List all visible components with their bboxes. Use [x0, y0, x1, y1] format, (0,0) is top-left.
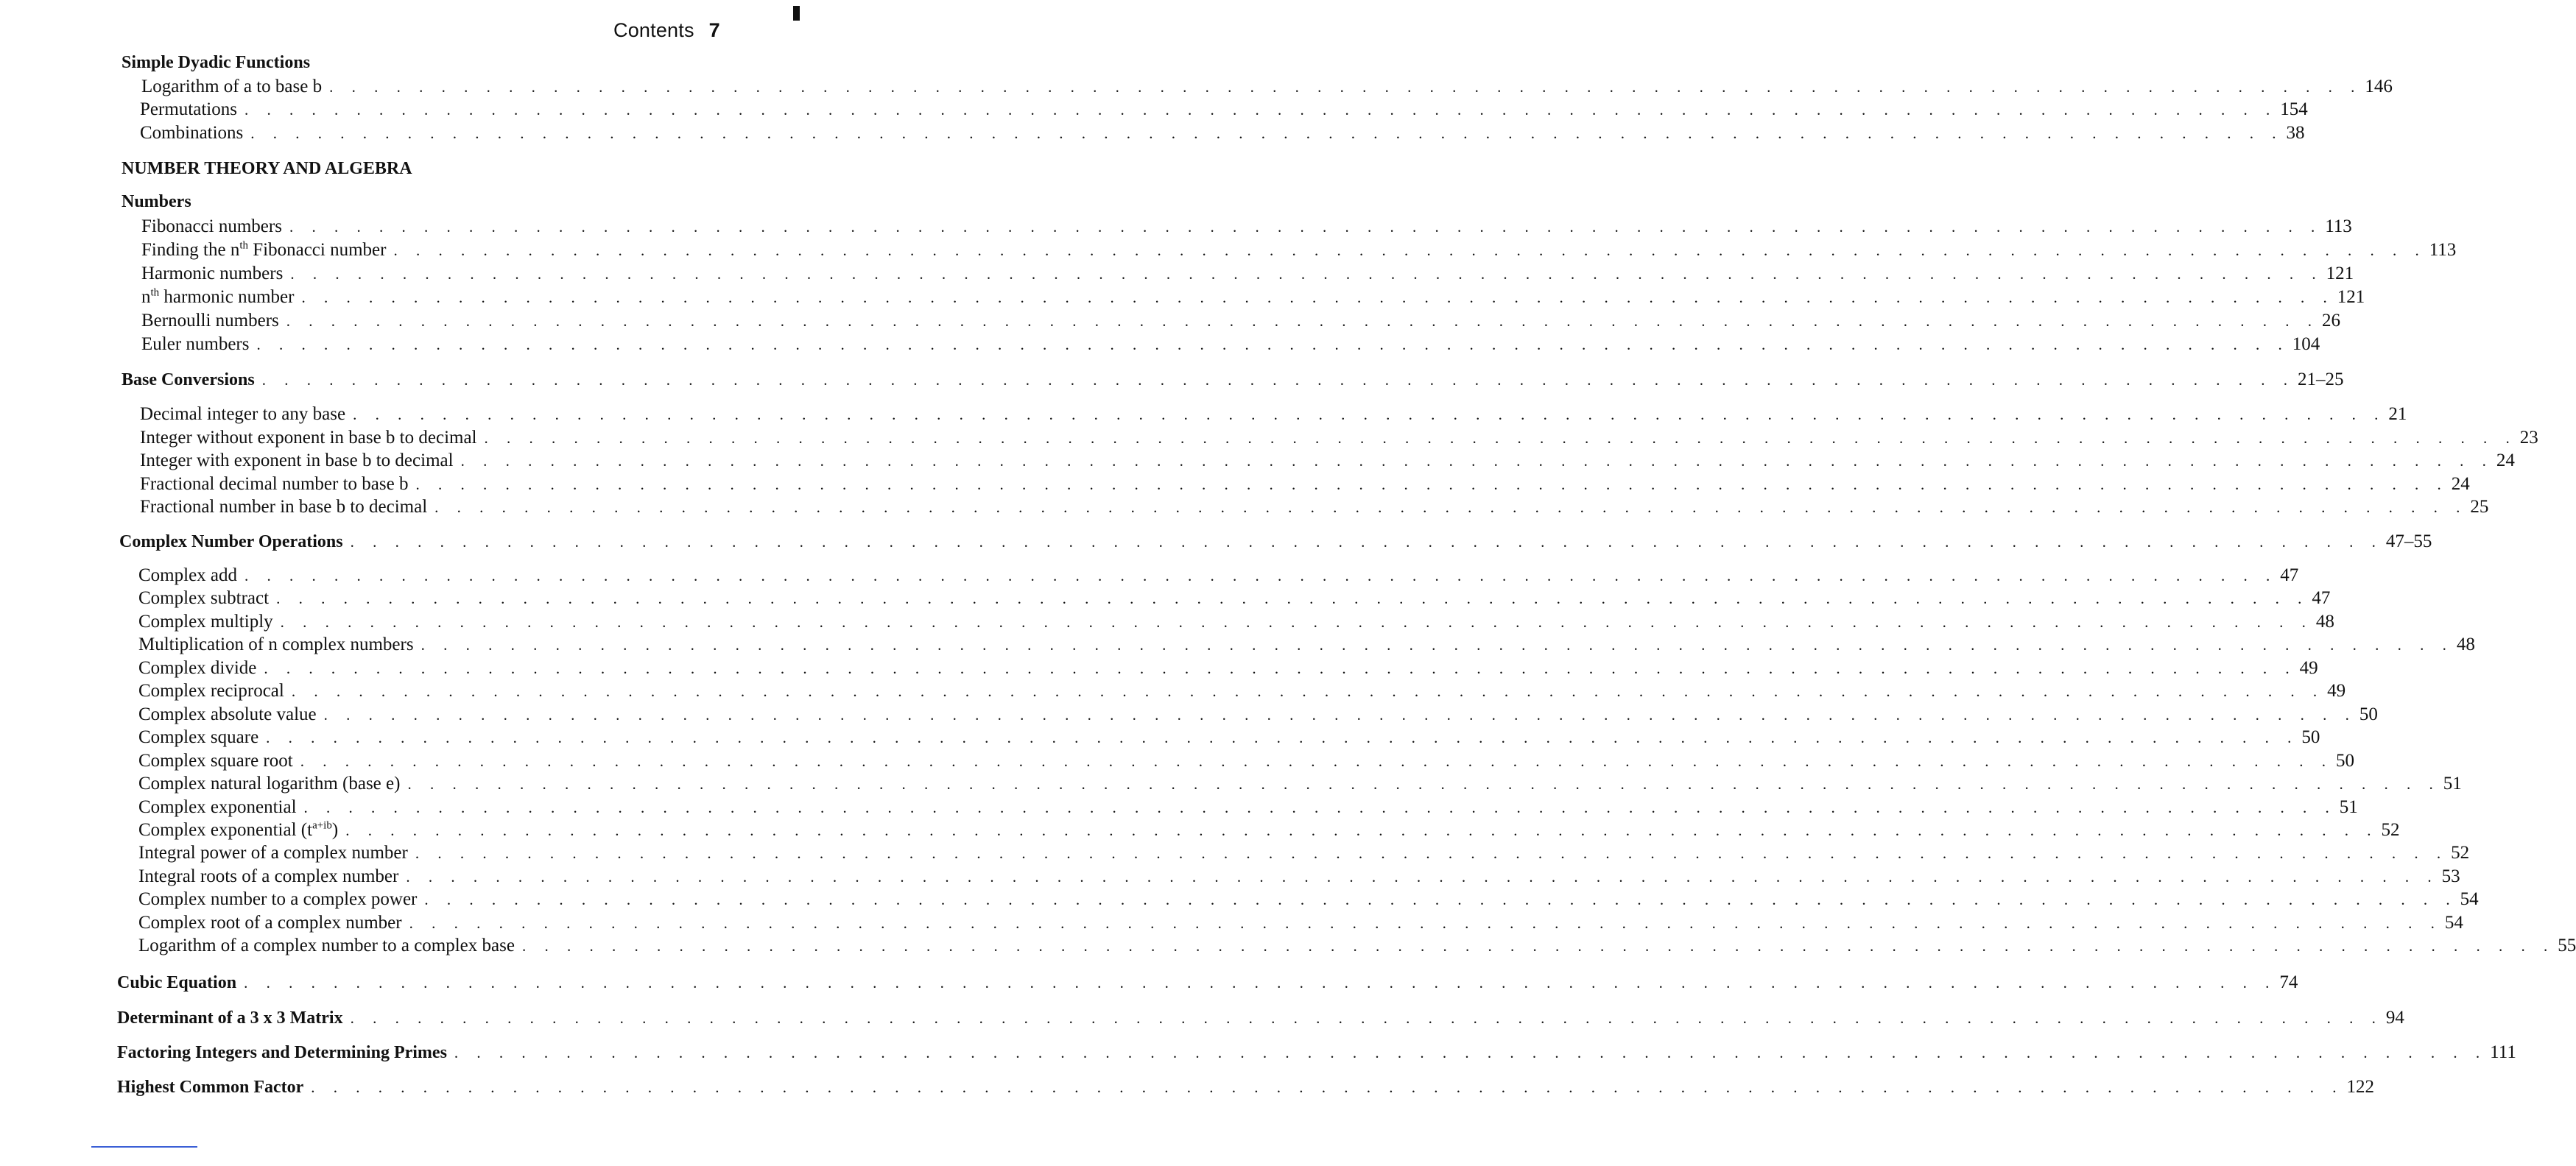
toc-entry[interactable]: [141, 77, 2393, 97]
dot-leader: . . . . . . . . . . . . . . . . . . . . . . . . . . . . . . . . . . . . . . . . . . . . . . . . . . . . . . . . . . . . . . . . . . . . . . . . . . . . . . . . . . . . . . . . . . .: [244, 101, 2278, 119]
toc-section-label: Factoring Integers and Determining Primes: [117, 1043, 447, 1062]
toc-entry-page: 51: [2339, 797, 2358, 817]
dot-leader: . . . . . . . . . . . . . . . . . . . . . . . . . . . . . . . . . . . . . . . . . . . . . . . . . . . . . . . . . . . . . . . . . . . . . . . . . . . . . . . . . . . . . . . . . . .: [484, 429, 2517, 447]
toc-entry[interactable]: [138, 843, 2470, 863]
dot-leader: . . . . . . . . . . . . . . . . . . . . . . . . . . . . . . . . . . . . . . . . . . . . . . . . . . . . . . . . . . . . . . . . . . . . . . . . . . . . . . . . . . . . . . . . . . .: [244, 974, 2277, 992]
toc-entry[interactable]: [141, 311, 2341, 331]
toc-section-page: 111: [2490, 1042, 2516, 1062]
toc-entry-page: 49: [2327, 681, 2346, 701]
toc-entry-label: [141, 240, 393, 261]
dot-leader: . . . . . . . . . . . . . . . . . . . . . . . . . . . . . . . . . . . . . . . . . . . . . . . . . . . . . . . . . . . . . . . . . . . . . . . . . . . . . . . . . . . . . . . . . . .: [521, 937, 2555, 955]
toc-entry[interactable]: [138, 635, 2475, 655]
toc-entry-page: 24: [2496, 451, 2515, 470]
toc-entry[interactable]: [138, 612, 2334, 632]
toc-entry-label: Bernoulli numbers: [141, 311, 279, 331]
toc-entry[interactable]: [138, 565, 2299, 586]
part-heading: NUMBER THEORY AND ALGEBRA: [122, 159, 412, 178]
toc-entry[interactable]: [138, 751, 2354, 771]
toc-entry-page: 38: [2286, 123, 2305, 143]
dot-leader: . . . . . . . . . . . . . . . . . . . . . . . . . . . . . . . . . . . . . . . . . . . . . . . . . . . . . . . . . . . . . . . . . . . . . . . . . . . . . . . . . . . . . . . . . . .: [323, 706, 2357, 724]
toc-entry-label: Fibonacci numbers: [141, 216, 282, 236]
dot-leader: . . . . . . . . . . . . . . . . . . . . . . . . . . . . . . . . . . . . . . . . . . . . . . . . . . . . . . . . . . . . . . . . . . . . . . . . . . . . . . . . . . . . . . . . . . .: [454, 1044, 2488, 1061]
toc-entry-page: 113: [2325, 216, 2352, 236]
toc-entry-page: 49: [2299, 658, 2318, 678]
toc-entry[interactable]: [140, 451, 2515, 471]
dot-leader: . . . . . . . . . . . . . . . . . . . . . . . . . . . . . . . . . . . . . . . . . . . . . . . . . . . . . . . . . . . . . . . . . . . . . . . . . . . . . . . . . . . . . . . . . . .: [350, 1009, 2383, 1027]
toc-section-page: 74: [2279, 972, 2298, 992]
superscript: th: [239, 239, 249, 252]
toc-section-label: Cubic Equation: [117, 973, 237, 992]
toc-entry-page: 121: [2337, 287, 2365, 307]
toc-entry[interactable]: [138, 797, 2358, 818]
toc-entry-page: 146: [2365, 77, 2393, 96]
toc-entry-label: Complex square: [138, 727, 259, 747]
dot-leader: . . . . . . . . . . . . . . . . . . . . . . . . . . . . . . . . . . . . . . . . . . . . . . . . . . . . . . . . . . . . . . . . . . . . . . . . . . . . . . . . . . . . . . . . . . .: [250, 124, 2284, 142]
toc-section-page-range: 47–55: [2385, 531, 2432, 551]
superscript: th: [150, 286, 160, 299]
toc-section-determinant[interactable]: [117, 1008, 2404, 1028]
toc-entry-label: Integer without exponent in base b to decimal: [140, 428, 477, 448]
toc-entry[interactable]: [138, 819, 2400, 841]
dot-leader: . . . . . . . . . . . . . . . . . . . . . . . . . . . . . . . . . . . . . . . . . . . . . . . . . . . . . . . . . . . . . . . . . . . . . . . . . . . . . . . . . . . . . . . . . . .: [289, 218, 2323, 236]
toc-entry[interactable]: [141, 286, 2365, 308]
toc-section-label: Determinant of a 3 x 3 Matrix: [117, 1008, 343, 1028]
dot-leader: . . . . . . . . . . . . . . . . . . . . . . . . . . . . . . . . . . . . . . . . . . . . . . . . . . . . . . . . . . . . . . . . . . . . . . . . . . . . . . . . . . . . . . . . . . .: [264, 660, 2297, 677]
toc-entry-label-post: Fibonacci number: [248, 240, 387, 260]
toc-entry-label: Complex multiply: [138, 612, 273, 632]
toc-entry-page: 21: [2388, 404, 2407, 424]
toc-section-hcf[interactable]: [117, 1077, 2375, 1098]
toc-entry-label-pre: Finding the n: [141, 240, 240, 260]
toc-entry-label-pre: Complex exponential (t: [138, 820, 313, 840]
toc-entry-label: [138, 820, 345, 841]
toc-entry-page: 121: [2326, 264, 2354, 283]
toc-entry-label: Fractional decimal number to base b: [140, 474, 409, 494]
toc-entry[interactable]: [140, 497, 2489, 517]
toc-entry-label: Integer with exponent in base b to decimal: [140, 451, 454, 470]
toc-entry-label: Complex divide: [138, 658, 257, 678]
toc-entry-page: 50: [2359, 704, 2378, 724]
toc-entry-label: Integral roots of a complex number: [138, 866, 399, 886]
toc-entry-label: Complex add: [138, 565, 238, 585]
toc-entry[interactable]: [141, 334, 2320, 355]
dot-leader: . . . . . . . . . . . . . . . . . . . . . . . . . . . . . . . . . . . . . . . . . . . . . . . . . . . . . . . . . . . . . . . . . . . . . . . . . . . . . . . . . . . . . . . . . . .: [266, 729, 2299, 746]
toc-entry-page: 50: [2335, 751, 2354, 771]
dot-leader: . . . . . . . . . . . . . . . . . . . . . . . . . . . . . . . . . . . . . . . . . . . . . . . . . . . . . . . . . . . . . . . . . . . . . . . . . . . . . . . . . . . . . . . . . . .: [329, 78, 2362, 96]
toc-entry-label: Fractional number in base b to decimal: [140, 497, 428, 517]
toc-entry-label: Complex exponential: [138, 797, 297, 817]
toc-entry-page: 50: [2301, 727, 2320, 747]
toc-section-page-range: 21–25: [2297, 370, 2344, 389]
superscript: a+ib: [312, 819, 332, 832]
running-header-title: Contents: [613, 19, 694, 41]
footer-rule: [91, 1146, 197, 1148]
dot-leader: . . . . . . . . . . . . . . . . . . . . . . . . . . . . . . . . . . . . . . . . . . . . . . . . . . . . . . . . . . . . . . . . . . . . . . . . . . . . . . . . . . . . . . . . . . .: [415, 476, 2449, 493]
toc-entry-label-post: ): [331, 820, 339, 840]
dot-leader: . . . . . . . . . . . . . . . . . . . . . . . . . . . . . . . . . . . . . . . . . . . . . . . . . . . . . . . . . . . . . . . . . . . . . . . . . . . . . . . . . . . . . . . . . . .: [434, 498, 2468, 516]
toc-section-label: Complex Number Operations: [119, 532, 343, 551]
dot-leader: . . . . . . . . . . . . . . . . . . . . . . . . . . . . . . . . . . . . . . . . . . . . . . . . . . . . . . . . . . . . . . . . . . . . . . . . . . . . . . . . . . . . . . . . . . .: [286, 312, 2320, 330]
toc-entry[interactable]: [138, 588, 2331, 609]
toc-entry[interactable]: [141, 216, 2352, 237]
toc-section-base-conversions[interactable]: [122, 370, 2344, 390]
dot-leader: . . . . . . . . . . . . . . . . . . . . . . . . . . . . . . . . . . . . . . . . . . . . . . . . . . . . . . . . . . . . . . . . . . . . . . . . . . . . . . . . . . . . . . . . . . .: [345, 822, 2379, 839]
toc-entry-label: Decimal integer to any base: [140, 404, 346, 424]
toc-entry-page: 25: [2470, 497, 2489, 517]
toc-section-label: Highest Common Factor: [117, 1078, 304, 1097]
toc-entry-label: Complex reciprocal: [138, 681, 284, 701]
toc-entry-page: 154: [2280, 99, 2308, 119]
toc-entry-label: Logarithm of a complex number to a complex base: [138, 936, 515, 955]
dot-leader: . . . . . . . . . . . . . . . . . . . . . . . . . . . . . . . . . . . . . . . . . . . . . . . . . . . . . . . . . . . . . . . . . . . . . . . . . . . . . . . . . . . . . . . . . . .: [276, 590, 2309, 607]
page-corner-mark: [793, 6, 800, 21]
toc-entry-label: Multiplication of n complex numbers: [138, 635, 414, 654]
dot-leader: . . . . . . . . . . . . . . . . . . . . . . . . . . . . . . . . . . . . . . . . . . . . . . . . . . . . . . . . . . . . . . . . . . . . . . . . . . . . . . . . . . . . . . . . . . .: [261, 371, 2295, 389]
toc-entry[interactable]: [140, 404, 2407, 425]
dot-leader: . . . . . . . . . . . . . . . . . . . . . . . . . . . . . . . . . . . . . . . . . . . . . . . . . . . . . . . . . . . . . . . . . . . . . . . . . . . . . . . . . . . . . . . . . . .: [353, 406, 2386, 423]
toc-section-factoring[interactable]: [117, 1042, 2516, 1063]
toc-entry-page: 53: [2441, 866, 2460, 886]
toc-entry[interactable]: [140, 428, 2538, 448]
toc-entry-page: 55: [2558, 936, 2576, 955]
toc-entry-label: Permutations: [140, 99, 237, 119]
toc-entry-label: Logarithm of a to base b: [141, 77, 323, 96]
toc-entry-page: 26: [2322, 311, 2341, 331]
toc-entry-page: 51: [2443, 774, 2462, 794]
toc-entry[interactable]: [141, 264, 2354, 284]
toc-entry[interactable]: [138, 774, 2462, 794]
toc-section-label: Base Conversions: [122, 370, 255, 389]
dot-leader: . . . . . . . . . . . . . . . . . . . . . . . . . . . . . . . . . . . . . . . . . . . . . . . . . . . . . . . . . . . . . . . . . . . . . . . . . . . . . . . . . . . . . . . . . . .: [350, 533, 2383, 551]
toc-entry-label: Complex square root: [138, 751, 293, 771]
toc-entry-label: Complex absolute value: [138, 704, 317, 724]
dot-leader: . . . . . . . . . . . . . . . . . . . . . . . . . . . . . . . . . . . . . . . . . . . . . . . . . . . . . . . . . . . . . . . . . . . . . . . . . . . . . . . . . . . . . . . . . . .: [460, 452, 2494, 470]
running-header-page-number: 7: [708, 19, 720, 41]
toc-entry[interactable]: [138, 681, 2346, 702]
toc-entry-label: Complex subtract: [138, 588, 270, 608]
dot-leader: . . . . . . . . . . . . . . . . . . . . . . . . . . . . . . . . . . . . . . . . . . . . . . . . . . . . . . . . . . . . . . . . . . . . . . . . . . . . . . . . . . . . . . . . . . .: [303, 799, 2337, 816]
dot-leader: . . . . . . . . . . . . . . . . . . . . . . . . . . . . . . . . . . . . . . . . . . . . . . . . . . . . . . . . . . . . . . . . . . . . . . . . . . . . . . . . . . . . . . . . . . .: [424, 891, 2457, 908]
dot-leader: . . . . . . . . . . . . . . . . . . . . . . . . . . . . . . . . . . . . . . . . . . . . . . . . . . . . . . . . . . . . . . . . . . . . . . . . . . . . . . . . . . . . . . . . . . .: [290, 265, 2323, 283]
toc-entry-page: 47: [2312, 588, 2331, 608]
toc-section-page: 122: [2346, 1077, 2375, 1097]
toc-entry[interactable]: [140, 99, 2308, 120]
dot-leader: . . . . . . . . . . . . . . . . . . . . . . . . . . . . . . . . . . . . . . . . . . . . . . . . . . . . . . . . . . . . . . . . . . . . . . . . . . . . . . . . . . . . . . . . . . .: [256, 336, 2290, 353]
toc-entry[interactable]: [138, 704, 2378, 725]
dot-leader: . . . . . . . . . . . . . . . . . . . . . . . . . . . . . . . . . . . . . . . . . . . . . . . . . . . . . . . . . . . . . . . . . . . . . . . . . . . . . . . . . . . . . . . . . . .: [407, 775, 2440, 793]
toc-entry-label: Euler numbers: [141, 334, 250, 354]
toc-entry-label: Complex number to a complex power: [138, 889, 418, 909]
toc-entry-label: Harmonic numbers: [141, 264, 284, 283]
toc-entry[interactable]: [138, 936, 2576, 956]
toc-entry-label-pre: n: [141, 287, 151, 307]
toc-entry[interactable]: [140, 474, 2470, 495]
toc-entry[interactable]: [138, 866, 2460, 887]
toc-entry-page: 47: [2280, 565, 2299, 585]
running-header: [613, 19, 720, 42]
dot-leader: . . . . . . . . . . . . . . . . . . . . . . . . . . . . . . . . . . . . . . . . . . . . . . . . . . . . . . . . . . . . . . . . . . . . . . . . . . . . . . . . . . . . . . . . . . .: [311, 1078, 2344, 1096]
dot-leader: . . . . . . . . . . . . . . . . . . . . . . . . . . . . . . . . . . . . . . . . . . . . . . . . . . . . . . . . . . . . . . . . . . . . . . . . . . . . . . . . . . . . . . . . . . .: [244, 567, 2278, 584]
toc-entry-label-post: harmonic number: [159, 287, 295, 307]
toc-entry-page: 48: [2315, 612, 2334, 632]
toc-entry-label: Complex natural logarithm (base e): [138, 774, 401, 794]
toc-entry[interactable]: [140, 123, 2305, 144]
dot-leader: . . . . . . . . . . . . . . . . . . . . . . . . . . . . . . . . . . . . . . . . . . . . . . . . . . . . . . . . . . . . . . . . . . . . . . . . . . . . . . . . . . . . . . . . . . .: [409, 914, 2442, 932]
toc-entry[interactable]: [138, 658, 2318, 679]
toc-entry-label: Combinations: [140, 123, 244, 143]
dot-leader: . . . . . . . . . . . . . . . . . . . . . . . . . . . . . . . . . . . . . . . . . . . . . . . . . . . . . . . . . . . . . . . . . . . . . . . . . . . . . . . . . . . . . . . . . . .: [420, 636, 2454, 654]
dot-leader: . . . . . . . . . . . . . . . . . . . . . . . . . . . . . . . . . . . . . . . . . . . . . . . . . . . . . . . . . . . . . . . . . . . . . . . . . . . . . . . . . . . . . . . . . . .: [406, 868, 2439, 886]
toc-entry-label: Complex root of a complex number: [138, 913, 402, 933]
toc-entry-page: 52: [2381, 820, 2400, 840]
toc-section-cubic-equation[interactable]: [117, 972, 2298, 993]
toc-entry[interactable]: [138, 889, 2479, 910]
toc-section-complex-operations[interactable]: [119, 531, 2432, 552]
dot-leader: . . . . . . . . . . . . . . . . . . . . . . . . . . . . . . . . . . . . . . . . . . . . . . . . . . . . . . . . . . . . . . . . . . . . . . . . . . . . . . . . . . . . . . . . . . .: [280, 613, 2313, 631]
dot-leader: . . . . . . . . . . . . . . . . . . . . . . . . . . . . . . . . . . . . . . . . . . . . . . . . . . . . . . . . . . . . . . . . . . . . . . . . . . . . . . . . . . . . . . . . . . .: [291, 682, 2325, 700]
toc-entry[interactable]: [138, 727, 2320, 748]
toc-entry-label: [141, 287, 301, 308]
dot-leader: . . . . . . . . . . . . . . . . . . . . . . . . . . . . . . . . . . . . . . . . . . . . . . . . . . . . . . . . . . . . . . . . . . . . . . . . . . . . . . . . . . . . . . . . . . .: [415, 844, 2449, 862]
dot-leader: . . . . . . . . . . . . . . . . . . . . . . . . . . . . . . . . . . . . . . . . . . . . . . . . . . . . . . . . . . . . . . . . . . . . . . . . . . . . . . . . . . . . . . . . . . .: [300, 752, 2333, 770]
toc-entry-page: 52: [2451, 843, 2470, 863]
toc-section-page: 94: [2385, 1008, 2404, 1028]
toc-entry-page: 24: [2451, 474, 2470, 494]
section-heading-numbers: Numbers: [122, 192, 191, 211]
toc-entry-label: Integral power of a complex number: [138, 843, 408, 863]
toc-entry[interactable]: [138, 913, 2463, 933]
section-heading-simple-dyadic: Simple Dyadic Functions: [122, 53, 311, 72]
toc-entry-page: 104: [2292, 334, 2320, 354]
toc-entry-page: 113: [2429, 240, 2457, 260]
toc-entry-page: 54: [2460, 889, 2479, 909]
dot-leader: . . . . . . . . . . . . . . . . . . . . . . . . . . . . . . . . . . . . . . . . . . . . . . . . . . . . . . . . . . . . . . . . . . . . . . . . . . . . . . . . . . . . . . . . . . .: [301, 289, 2334, 306]
toc-entry-page: 48: [2456, 635, 2475, 654]
toc-entry-page: 54: [2444, 913, 2463, 933]
dot-leader: . . . . . . . . . . . . . . . . . . . . . . . . . . . . . . . . . . . . . . . . . . . . . . . . . . . . . . . . . . . . . . . . . . . . . . . . . . . . . . . . . . . . . . . . . . .: [393, 241, 2427, 259]
toc-entry-page: 23: [2519, 428, 2538, 448]
toc-entry[interactable]: [141, 239, 2457, 261]
